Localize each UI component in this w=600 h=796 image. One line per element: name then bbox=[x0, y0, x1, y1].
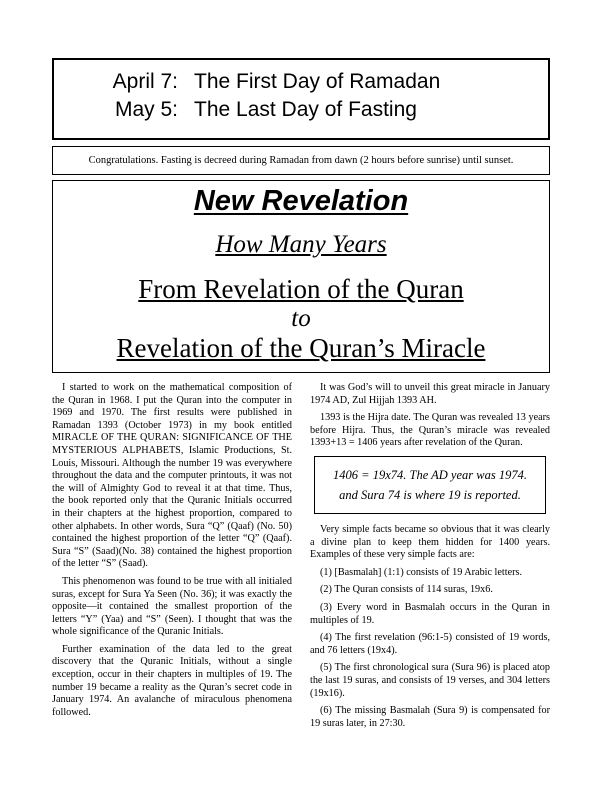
right-column bbox=[310, 382, 550, 735]
quote-line-1: 1406 = 19x74. The AD year was 1974. bbox=[333, 467, 527, 482]
revelation-subtitle: How Many Years bbox=[215, 231, 387, 258]
dates-box bbox=[52, 58, 550, 140]
body-paragraph: This phenomenon was found to be true with all initialed suras, except for Sura Ya Seen (No. 36); it was exactly the opposite—it contained the smallest proportion of the letters “Y” (Yaa) and “S” (Seen). I thought that was the whole significance of the Quranic Initials. bbox=[52, 575, 292, 638]
revelation-to: to bbox=[291, 305, 311, 332]
fact-item: (2) The Quran consists of 114 suras, 19x6. bbox=[320, 584, 493, 596]
congratulations-box: Congratulations. Fasting is decreed during Ramadan from dawn (2 hours before sunrise) until sunset. bbox=[52, 146, 550, 175]
date-label: April 7: bbox=[112, 70, 178, 93]
left-column bbox=[52, 382, 292, 724]
revelation-line-2: Revelation of the Quran’s Miracle bbox=[116, 333, 486, 363]
body-paragraph: Very simple facts became so obvious that it was clearly a divine plan to keep them hidden for 1400 years. Examples of these very simple facts are: bbox=[310, 523, 550, 561]
fact-item: (3) Every word in Basmalah occurs in the Quran in multiples of 19. bbox=[310, 601, 550, 626]
body-paragraph: It was God’s will to unveil this great miracle in January 1974 AD, Zul Hijjah 1393 AH. bbox=[310, 382, 550, 406]
fact-item: (4) The first revelation (96:1-5) consisted of 19 words, and 76 letters (19x4). bbox=[310, 632, 550, 656]
revelation-box bbox=[52, 180, 550, 373]
date-text: The Last Day of Fasting bbox=[194, 98, 417, 121]
body-paragraph: Further examination of the data led to the great discovery that the Quranic Initials, without a single exception, occur in their chapters in multiples of 19. The number 19 became a reality as the Quran’s secret code in January 1974. An avalanche of miraculous phenomena followed. bbox=[52, 643, 292, 718]
body-paragraph: I started to work on the mathematical composition of the Quran in 1968. I put the Quran into the computer in 1969 and 1970. The first results were published in Ramadan 1393 (October 1973) in my book entitled MIRACLE OF THE QURAN: SIGNIFICANCE OF THE MYSTERIOUS ALPHABETS, Islamic Productions, St. Louis, Missouri. Although the number 19 was everywhere throughout the data and the computer printouts, it was not the will of Almighty God to reveal it at that time. Thus, the book reported only that the Quranic Initials occurred in their chapters at the highest proportion, compared to other alphabets. In other words, Sura “Q” (Qaaf) (No. 50) contained the highest proportion of the letter “Q” (Qaaf). Sura “S” (Saad)(No. 38) contained the highest proportion of the letter “S” (Saad). bbox=[52, 382, 292, 570]
date-label: May 5: bbox=[114, 98, 178, 121]
fact-item: (6) The missing Basmalah (Sura 9) is compensated for 19 suras later, in 27:30. bbox=[310, 705, 550, 729]
fact-item: (1) [Basmalah] (1:1) consists of 19 Arabic letters. bbox=[320, 566, 522, 578]
date-text: The First Day of Ramadan bbox=[194, 70, 441, 93]
fact-item: (5) The first chronological sura (Sura 96) is placed atop the last 19 suras, and consists of 19 verses, and 304 letters (19x16). bbox=[310, 662, 550, 699]
revelation-title: New Revelation bbox=[193, 185, 409, 217]
body-paragraph: 1393 is the Hijra date. The Quran was revealed 13 years before Hijra. Thus, the Quran’s miracle was revealed 1393+13 = 1406 years after revelation of the Quran. bbox=[310, 412, 550, 449]
quote-line-2: and Sura 74 is where 19 is reported. bbox=[339, 487, 521, 502]
highlight-quote-box bbox=[314, 456, 546, 514]
revelation-line-1: From Revelation of the Quran bbox=[138, 274, 464, 304]
